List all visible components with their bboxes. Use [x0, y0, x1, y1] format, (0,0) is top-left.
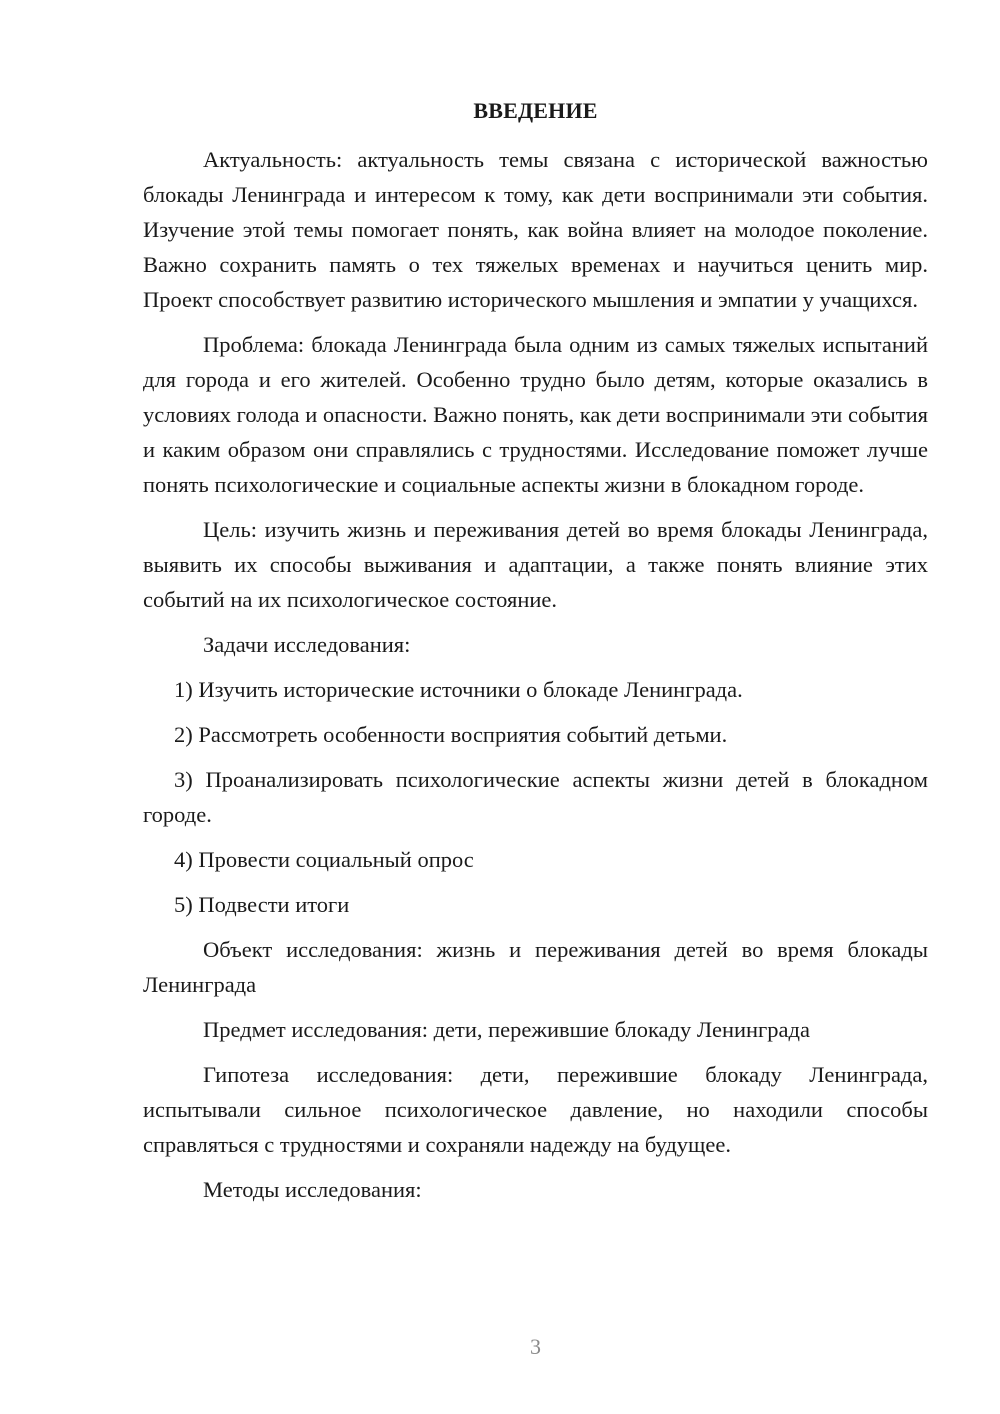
document-page: [143, 0, 928, 1414]
research-subject-paragraph: Предмет исследования: дети, пережившие блокаду Ленинграда: [203, 1017, 810, 1042]
problem-paragraph: Проблема: блокада Ленинграда была одним из самых тяжелых испытаний для города и его жителей. Особенно трудно было детям, которые оказались в условиях голода и опасности. Важно понять, как дети воспринимали эти события и каким образом они справлялись с трудностями. Исследование поможет лучше понять психологические и социальные аспекты жизни в блокадном городе.: [143, 332, 928, 497]
research-object-paragraph: Объект исследования: жизнь и переживания детей во время блокады Ленинграда: [143, 937, 928, 997]
task-item: 4) Провести социальный опрос: [174, 847, 474, 872]
task-item: 5) Подвести итоги: [174, 892, 350, 917]
methods-heading: Методы исследования:: [203, 1177, 422, 1202]
tasks-heading: Задачи исследования:: [203, 632, 411, 657]
goal-paragraph: Цель: изучить жизнь и переживания детей во время блокады Ленинграда, выявить их способы выживания и адаптации, а также понять влияние этих событий на их психологическое состояние.: [143, 517, 928, 612]
hypothesis-paragraph: Гипотеза исследования: дети, пережившие блокаду Ленинграда, испытывали сильное психологическое давление, но находили способы справляться с трудностями и сохраняли надежду на будущее.: [143, 1062, 928, 1157]
relevance-paragraph: Актуальность: актуальность темы связана с исторической важностью блокады Ленинграда и интересом к тому, как дети воспринимали эти события. Изучение этой темы помогает понять, как война влияет на молодое поколение. Важно сохранить память о тех тяжелых временах и научиться ценить мир. Проект способствует развитию исторического мышления и эмпатии у учащихся.: [143, 147, 928, 312]
task-item: 3) Проанализировать психологические аспекты жизни детей в блокадном городе.: [143, 767, 928, 827]
task-item: 1) Изучить исторические источники о блокаде Ленинграда.: [174, 677, 743, 702]
document-body: [143, 142, 928, 1217]
task-item: 2) Рассмотреть особенности восприятия событий детьми.: [174, 722, 728, 747]
page-heading: ВВЕДЕНИЕ: [473, 98, 598, 123]
page-number: 3: [530, 1334, 541, 1359]
